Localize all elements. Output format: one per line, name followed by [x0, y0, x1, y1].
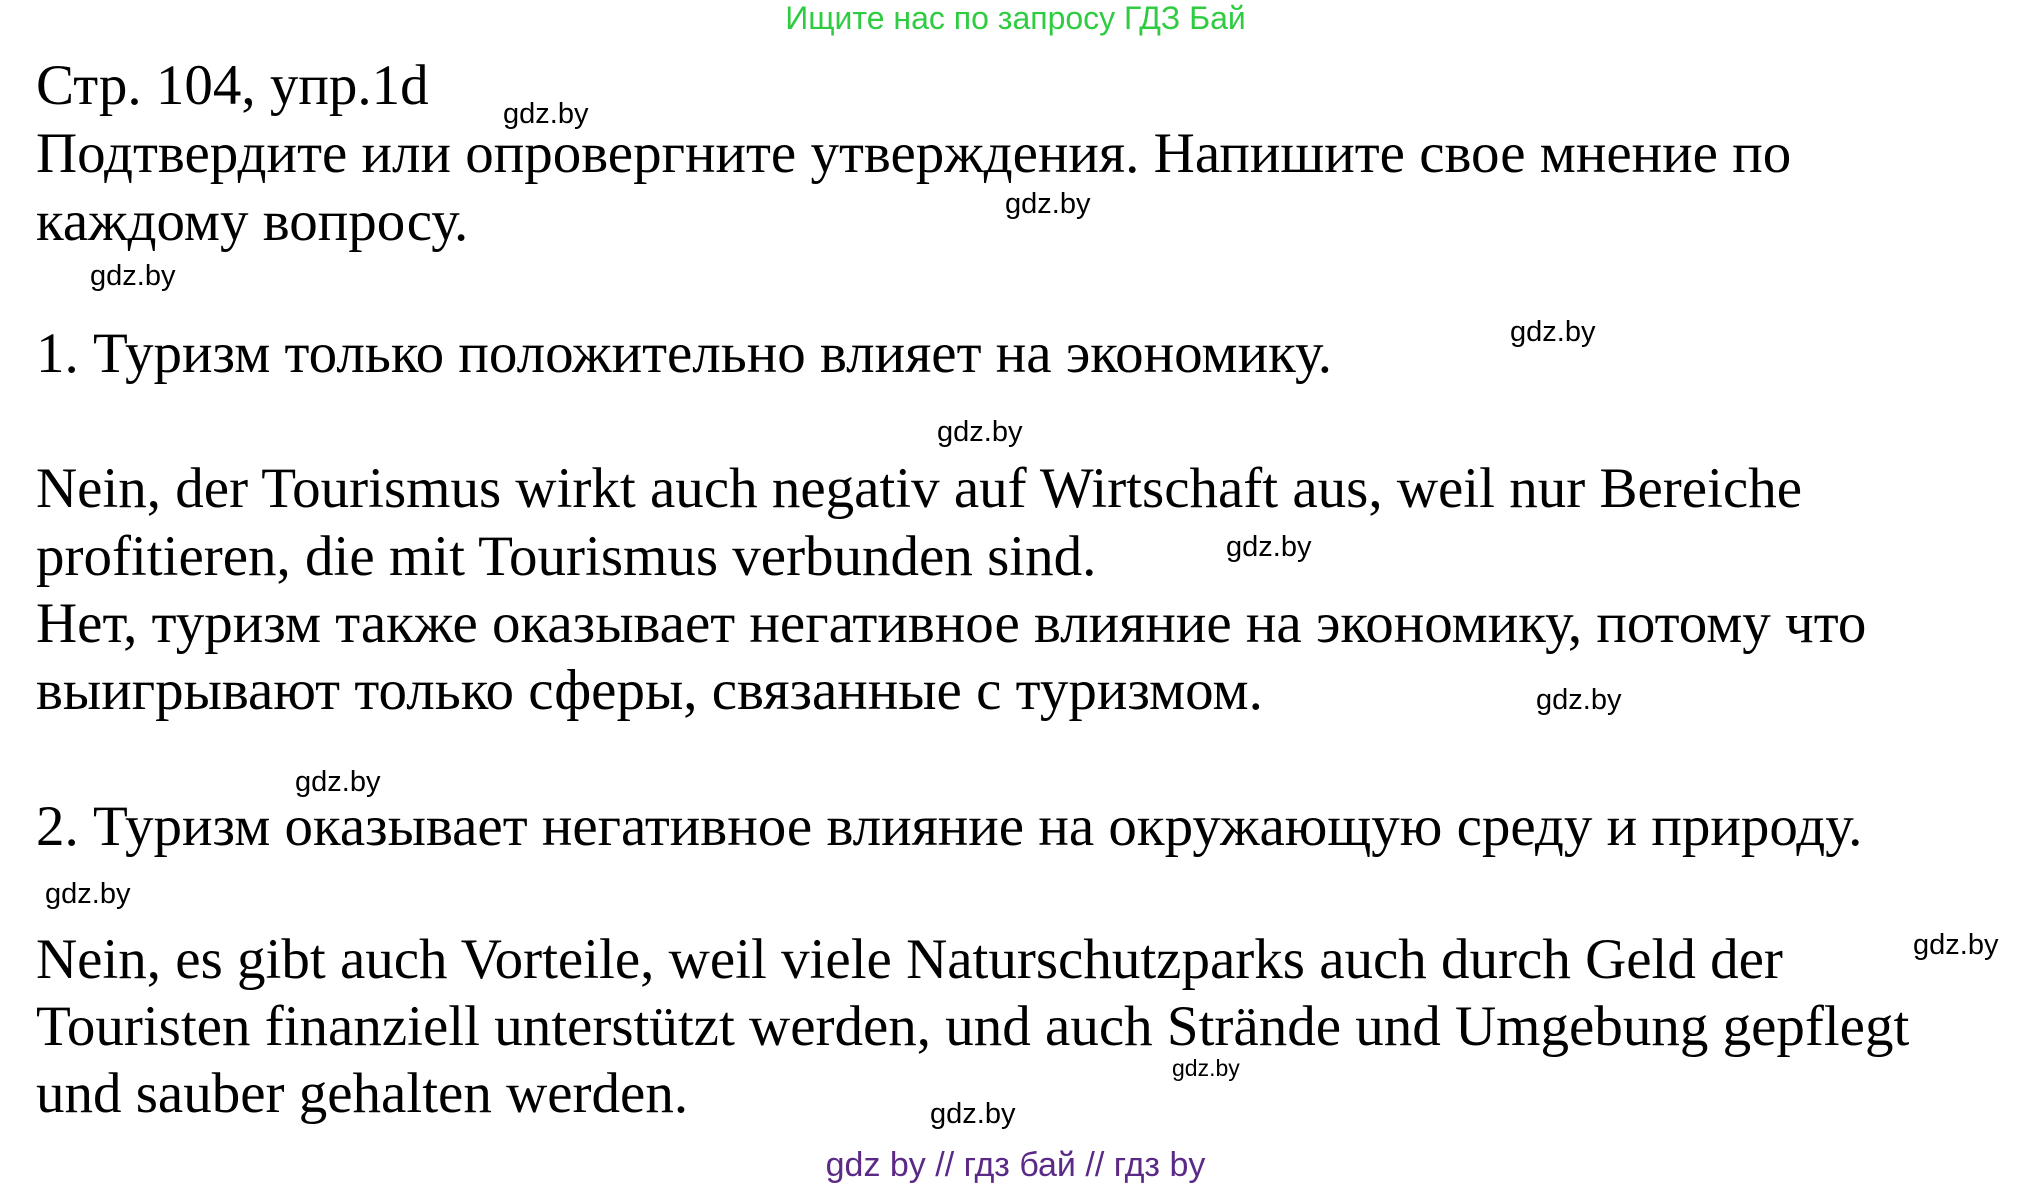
statement-2: 2. Туризм оказывает негативное влияние на окружающую среду и природу. — [36, 795, 1863, 858]
watermark: gdz.by — [1536, 684, 1622, 716]
answer-2-de-line-3: und sauber gehalten werden. — [36, 1062, 689, 1125]
watermark: gdz.by — [295, 766, 381, 798]
watermark: gdz.by — [1172, 1055, 1240, 1081]
watermark: gdz.by — [1005, 188, 1091, 220]
watermark: gdz.by — [930, 1098, 1016, 1130]
watermark: gdz.by — [503, 98, 589, 130]
task-instruction-line-1: Подтвердите или опровергните утверждения. Напишите свое мнение по — [36, 122, 1792, 185]
answer-2-de-line-2: Touristen finanziell unterstützt werden, und auch Strände und Umgebung gepflegt — [36, 995, 1910, 1058]
watermark: gdz.by — [1226, 531, 1312, 563]
watermark: gdz.by — [937, 416, 1023, 448]
answer-1-de-line-2: profitieren, die mit Tourismus verbunden sind. — [36, 525, 1097, 588]
header-banner: Ищите нас по запросу ГДЗ Бай — [785, 0, 1246, 36]
answer-2-de-line-1: Nein, es gibt auch Vorteile, weil viele Naturschutzparks auch durch Geld der — [36, 928, 1783, 991]
answer-1-ru-line-1: Нет, туризм также оказывает негативное влияние на экономику, потому что — [36, 592, 1867, 655]
answer-1-ru-line-2: выигрывают только сферы, связанные с туризмом. — [36, 659, 1263, 722]
watermark: gdz.by — [1510, 316, 1596, 348]
watermark: gdz.by — [45, 878, 131, 910]
task-instruction-line-2: каждому вопросу. — [36, 190, 469, 253]
answer-1-de-line-1: Nein, der Tourismus wirkt auch negativ auf Wirtschaft aus, weil nur Bereiche — [36, 457, 1802, 520]
watermark: gdz.by — [1913, 929, 1999, 961]
statement-1: 1. Туризм только положительно влияет на экономику. — [36, 322, 1332, 385]
task-reference: Стр. 104, упр.1d — [36, 54, 429, 117]
watermark: gdz.by — [90, 260, 176, 292]
footer-links: gdz by // гдз бай // гдз by — [825, 1146, 1206, 1184]
